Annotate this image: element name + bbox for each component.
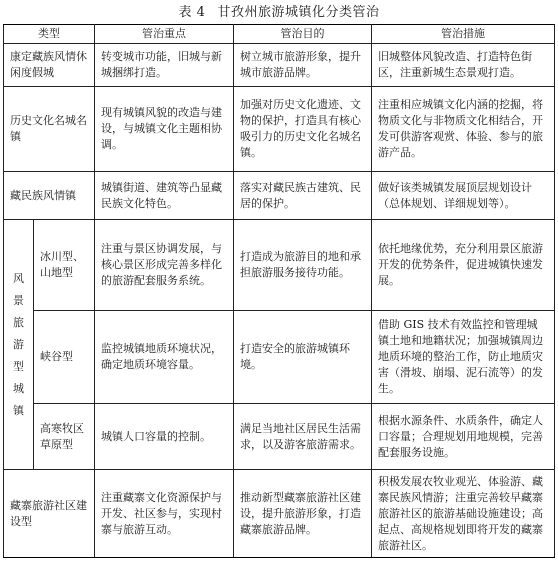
measures-cell: 积极发展农牧业观光、体验游、藏寨民族风情游；注重完善较早藏寨旅游社区的旅游基础设施建设；高起点、高规格规划即将开发的藏寨旅游社区。 bbox=[372, 470, 555, 558]
purpose-cell: 打造安全的旅游城镇环境。 bbox=[234, 311, 372, 404]
table-caption bbox=[3, 4, 555, 24]
governance-table bbox=[3, 24, 555, 558]
table-row bbox=[4, 470, 555, 558]
type-cell: 历史文化名城名镇 bbox=[4, 87, 95, 172]
table-row bbox=[4, 87, 555, 172]
focus-cell: 转变城市功能，旧城与新城捆绑打造。 bbox=[95, 44, 234, 87]
type-cell: 藏寨旅游社区建设型 bbox=[4, 470, 95, 558]
focus-cell: 注重藏寨文化资源保护与开发、社区参与，实现村寨与旅游互动。 bbox=[95, 470, 234, 558]
subtype-cell: 峡谷型 bbox=[34, 311, 95, 404]
table-number: 表 4 bbox=[178, 5, 206, 20]
measures-cell: 旧城整体风貌改造、打造特色街区，注重新城生态景观打造。 bbox=[372, 44, 555, 87]
focus-cell: 监控城镇地质环境状况，确定地质环境容量。 bbox=[95, 311, 234, 404]
header-type: 类型 bbox=[4, 25, 95, 44]
purpose-cell: 树立城市旅游形象，提升城市旅游品牌。 bbox=[234, 44, 372, 87]
purpose-cell: 满足当地社区居民生活需求，以及游客旅游需求。 bbox=[234, 404, 372, 470]
subtype-cell: 冰川型、山地型 bbox=[34, 220, 95, 311]
measures-cell: 根据水源条件、水质条件，确定人口容量；合理规划用地规模，完善配套服务设施。 bbox=[372, 404, 555, 470]
table-row bbox=[4, 44, 555, 87]
table-row bbox=[4, 220, 555, 311]
subtype-cell: 高寒牧区草原型 bbox=[34, 404, 95, 470]
measures-cell: 做好该类城镇发展顶层规划设计（总体规划、详细规划等）。 bbox=[372, 172, 555, 220]
header-focus: 管治重点 bbox=[95, 25, 234, 44]
purpose-cell: 加强对历史文化遗迹、文物的保护，打造具有核心吸引力的历史文化名城名镇。 bbox=[234, 87, 372, 172]
header-measures: 管治措施 bbox=[372, 25, 555, 44]
measures-cell: 依托地缘优势，充分利用景区旅游开发的优势条件，促进城镇快速发展。 bbox=[372, 220, 555, 311]
focus-cell: 现有城镇风貌的改造与建设，与城镇文化主题相协调。 bbox=[95, 87, 234, 172]
table-row bbox=[4, 311, 555, 404]
table-row bbox=[4, 404, 555, 470]
focus-cell: 注重与景区协调发展，与核心景区形成完善多样化的旅游配套服务系统。 bbox=[95, 220, 234, 311]
purpose-cell: 推动新型藏寨旅游社区建设，提升旅游形象，打造藏寨旅游品牌。 bbox=[234, 470, 372, 558]
header-row bbox=[4, 25, 555, 44]
header-purpose: 管治目的 bbox=[234, 25, 372, 44]
purpose-cell: 落实对藏民族古建筑、民居的保护。 bbox=[234, 172, 372, 220]
measures-cell: 注重相应城镇文化内涵的挖掘，将物质文化与非物质文化相结合，开发可供游客观赏、体验、参与的旅游产品。 bbox=[372, 87, 555, 172]
table-title: 甘孜州旅游城镇化分类管治 bbox=[217, 5, 380, 20]
type-cell: 藏民族风情镇 bbox=[4, 172, 95, 220]
purpose-cell: 打造成为旅游目的地和承担旅游服务接待功能。 bbox=[234, 220, 372, 311]
measures-cell: 借助 GIS 技术有效监控和管理城镇土地和地籍状况；加强城镇周边地质环境的整治工作，防止地质灾害（滑坡、崩塌、泥石流等）的发生。 bbox=[372, 311, 555, 404]
focus-cell: 城镇人口容量的控制。 bbox=[95, 404, 234, 470]
group-label: 风景旅游型城镇 bbox=[13, 271, 24, 417]
group-label-cell bbox=[4, 220, 34, 470]
table-row bbox=[4, 172, 555, 220]
focus-cell: 城镇街道、建筑等凸显藏民族文化特色。 bbox=[95, 172, 234, 220]
type-cell: 康定藏族风情休闲度假城 bbox=[4, 44, 95, 87]
